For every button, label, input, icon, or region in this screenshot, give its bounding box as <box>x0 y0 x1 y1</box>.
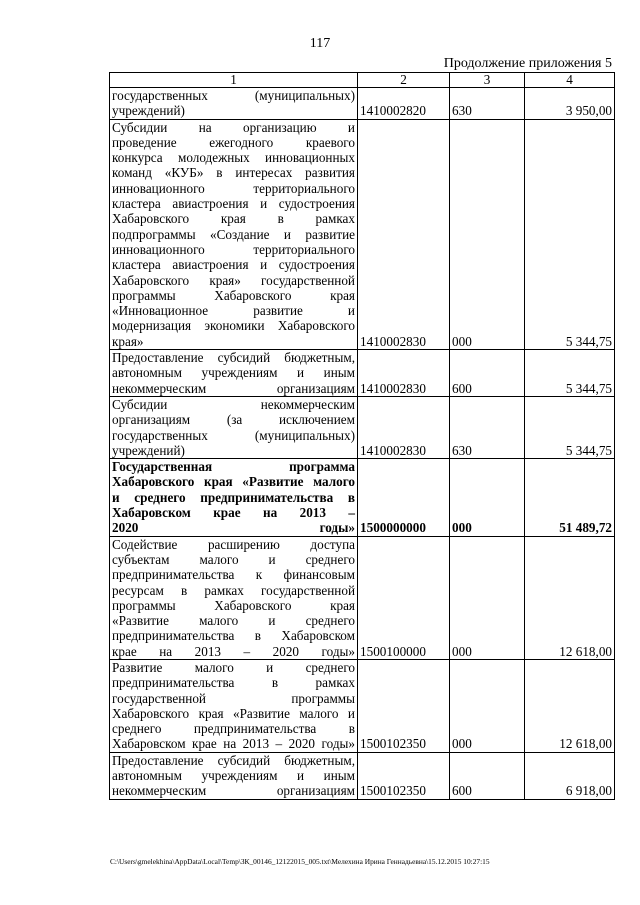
row-name-line: учреждений) <box>112 442 185 458</box>
row-type-cell: 630 <box>450 396 525 458</box>
budget-table <box>109 72 615 800</box>
row-name-line: конкурса молодежных инновационных <box>112 150 355 166</box>
row-name-line: Предоставление субсидий бюджетным, <box>112 752 355 768</box>
row-name-line: Хабаровского края «Развитие малого и <box>112 705 355 721</box>
row-amount-cell: 51 489,72 <box>525 459 615 536</box>
table-row <box>110 88 615 120</box>
row-type-cell: 000 <box>450 119 525 349</box>
row-name-line: «Инновационное развитие и <box>112 303 355 319</box>
row-name-line: Субсидии некоммерческим <box>112 396 355 412</box>
row-name-line: модернизация экономики Хабаровского <box>112 318 355 334</box>
row-name-line: автономным учреждениям и иным <box>112 768 355 784</box>
row-name-cell <box>110 88 358 120</box>
row-name-line: и среднего предпринимательства в <box>112 489 355 505</box>
row-name-line: Хабаровского края» государственной <box>112 272 355 288</box>
row-code-cell: 1500000000 <box>358 459 450 536</box>
row-name-line: Хабаровском крае на 2013 – <box>112 505 355 521</box>
row-type-cell: 600 <box>450 350 525 397</box>
row-type-cell: 000 <box>450 459 525 536</box>
row-name-line: учреждений) <box>112 103 185 119</box>
table-row <box>110 350 615 397</box>
row-code-cell: 1500100000 <box>358 536 450 659</box>
row-type-cell: 600 <box>450 752 525 799</box>
row-name-line: Предоставление субсидий бюджетным, <box>112 350 355 366</box>
row-code-cell: 1410002820 <box>358 88 450 120</box>
row-name-line: крае на 2013 – 2020 годы» <box>112 643 355 659</box>
row-type-cell: 630 <box>450 88 525 120</box>
row-amount-cell: 12 618,00 <box>525 659 615 752</box>
header-col-4: 4 <box>525 73 615 88</box>
row-name-line: команд «КУБ» в интересах развития <box>112 165 355 181</box>
row-name-cell <box>110 350 358 397</box>
row-code-cell: 1410002830 <box>358 119 450 349</box>
row-amount-cell: 12 618,00 <box>525 536 615 659</box>
continuation-title: Продолжение приложения 5 <box>443 56 612 71</box>
table-row <box>110 659 615 752</box>
row-name-line: предпринимательства в Хабаровском <box>112 628 355 644</box>
row-name-line: программы Хабаровского края <box>112 597 355 613</box>
row-name-line: организациям (за исключением <box>112 412 355 428</box>
row-name-cell <box>110 396 358 458</box>
row-name-cell <box>110 459 358 536</box>
row-name-line: Хабаровского края в рамках <box>112 211 355 227</box>
row-name-line: государственных (муниципальных) <box>112 427 355 443</box>
row-name-line: кластера авиастроения и судостроения <box>112 196 355 212</box>
row-name-line: Развитие малого и среднего <box>112 659 355 675</box>
row-name-line: предпринимательства к финансовым <box>112 567 355 583</box>
row-name-line: Государственная программа <box>112 459 355 475</box>
header-col-2: 2 <box>358 73 450 88</box>
row-name-cell <box>110 659 358 752</box>
row-type-cell: 000 <box>450 659 525 752</box>
row-name-cell <box>110 752 358 799</box>
row-name-line: Хабаровского края «Развитие малого <box>112 474 355 490</box>
row-name-line: некоммерческим организациям <box>112 380 355 396</box>
row-name-line: Содействие расширению доступа <box>112 536 355 552</box>
row-name-line: инновационного территориального <box>112 241 355 257</box>
row-name-line: программы Хабаровского края <box>112 287 355 303</box>
table-row <box>110 396 615 458</box>
table-row <box>110 752 615 799</box>
row-amount-cell: 5 344,75 <box>525 396 615 458</box>
row-name-line: «Развитие малого и среднего <box>112 613 355 629</box>
row-name-line: проведение ежегодного краевого <box>112 134 355 150</box>
row-name-cell <box>110 119 358 349</box>
row-amount-cell: 3 950,00 <box>525 88 615 120</box>
row-name-line: некоммерческим организациям <box>112 783 355 799</box>
row-name-line: края» <box>112 333 144 349</box>
row-name-line: предпринимательства в рамках <box>112 675 355 691</box>
table-header-row <box>110 73 615 88</box>
row-code-cell: 1410002830 <box>358 396 450 458</box>
row-name-line: подпрограммы «Создание и развитие <box>112 226 355 242</box>
row-name-line: среднего предпринимательства в <box>112 721 355 737</box>
row-name-line: государственной программы <box>112 690 355 706</box>
row-type-cell: 000 <box>450 536 525 659</box>
row-code-cell: 1410002830 <box>358 350 450 397</box>
row-name-line: государственных (муниципальных) <box>112 88 355 103</box>
page-number: 117 <box>309 36 331 51</box>
table-row <box>110 459 615 536</box>
row-name-line: кластера авиастроения и судостроения <box>112 257 355 273</box>
table-row <box>110 119 615 349</box>
row-name-cell <box>110 536 358 659</box>
table-row <box>110 536 615 659</box>
row-amount-cell: 5 344,75 <box>525 119 615 349</box>
row-code-cell: 1500102350 <box>358 752 450 799</box>
row-name-line: субъектам малого и среднего <box>112 551 355 567</box>
row-name-line: Хабаровском крае на 2013 – 2020 годы» <box>112 736 355 752</box>
row-name-line: инновационного территориального <box>112 180 355 196</box>
row-name-line: автономным учреждениям и иным <box>112 365 355 381</box>
row-name-line: ресурсам в рамках государственной <box>112 582 355 598</box>
row-amount-cell: 5 344,75 <box>525 350 615 397</box>
row-code-cell: 1500102350 <box>358 659 450 752</box>
header-col-3: 3 <box>450 73 525 88</box>
row-amount-cell: 6 918,00 <box>525 752 615 799</box>
footer-file-path: C:\Users\gmelekhina\AppData\Local\Temp\ЗК_00146_12122015_005.txt\Мелехина Ирина Геннадьевна\15.12.2015 10:27:15 <box>110 857 490 866</box>
header-col-1: 1 <box>110 73 358 88</box>
row-name-line: Субсидии на организацию и <box>112 119 355 135</box>
row-name-line: 2020 годы» <box>112 520 355 536</box>
